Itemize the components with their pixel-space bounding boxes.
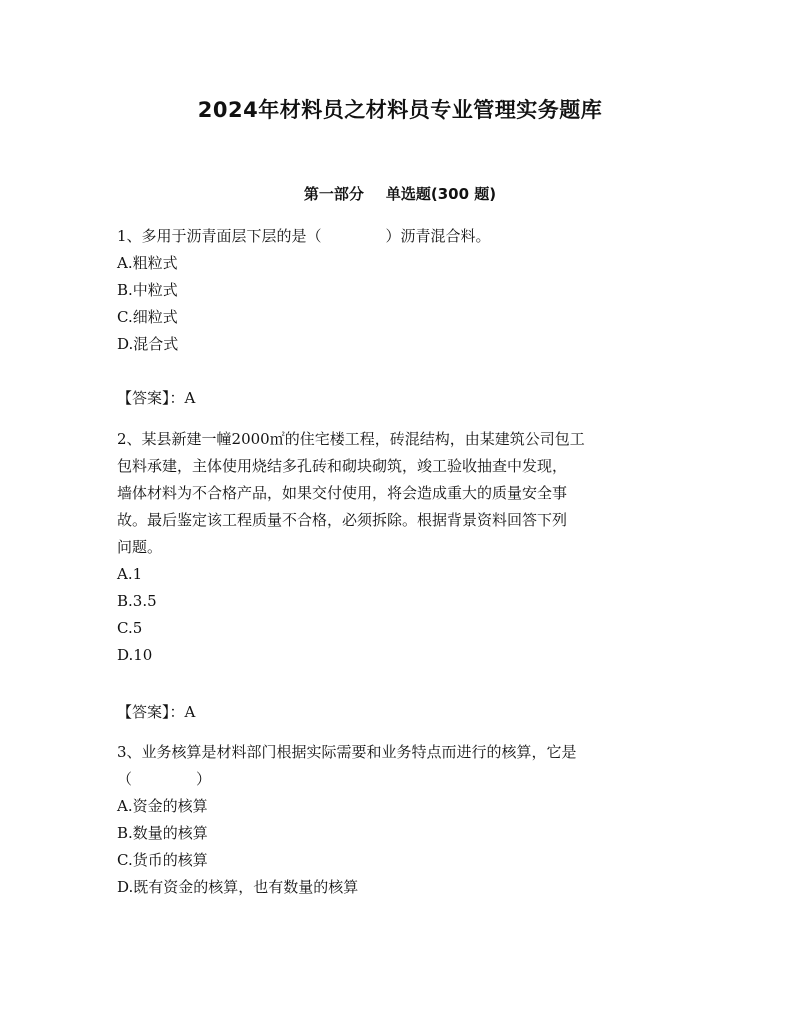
option-c: C.5 <box>117 619 143 637</box>
option-d: D.既有资金的核算，也有数量的核算 <box>117 878 359 896</box>
question-stem-line: 问题。 <box>117 538 163 556</box>
answer-label: 【答案】： <box>117 389 185 407</box>
option-b: B.中粒式 <box>117 281 178 299</box>
answer-2 <box>117 699 195 726</box>
option-b: B.3.5 <box>117 592 157 610</box>
question-stem-line: 2、某县新建一幢2000㎡的住宅楼工程，砖混结构，由某建筑公司包工 <box>117 430 585 448</box>
option-c: C.细粒式 <box>117 308 178 326</box>
question-stem-line: 包料承建，主体使用烧结多孔砖和砌块砌筑，竣工验收抽查中发现， <box>117 457 568 475</box>
question-stem-line <box>117 766 687 793</box>
option-b: B.数量的核算 <box>117 824 208 842</box>
option-d: D.10 <box>117 646 153 664</box>
answer-value: A <box>184 389 196 407</box>
question-stem-line: 故。最后鉴定该工程质量不合格，必须拆除。根据背景资料回答下列 <box>117 511 568 529</box>
stem-text: 1、多用于沥青面层下层的是（ <box>117 227 322 245</box>
question-2 <box>117 426 687 669</box>
answer-1 <box>117 385 195 412</box>
stem-text: ）沥青混合料。 <box>385 227 491 245</box>
document-title: 2024年材料员之材料员专业管理实务题库 <box>197 98 603 122</box>
option-d: D.混合式 <box>117 335 179 353</box>
question-stem <box>117 223 687 250</box>
stem-text: （ <box>117 770 133 788</box>
answer-label: 【答案】： <box>117 703 185 721</box>
section-part: 第一部分 <box>303 185 364 203</box>
section-name: 单选题(300 题) <box>385 185 497 203</box>
question-1 <box>117 223 687 358</box>
option-c: C.货币的核算 <box>117 851 208 869</box>
stem-text: ） <box>196 770 212 788</box>
option-a: A.资金的核算 <box>117 797 208 815</box>
option-a: A.1 <box>117 565 143 583</box>
question-stem-line: 墙体材料为不合格产品，如果交付使用，将会造成重大的质量安全事 <box>117 484 568 502</box>
option-a: A.粗粒式 <box>117 254 178 272</box>
answer-value: A <box>184 703 196 721</box>
question-stem-line: 3、业务核算是材料部门根据实际需要和业务特点而进行的核算，它是 <box>117 743 577 761</box>
question-3 <box>117 739 687 901</box>
section-heading <box>0 183 800 204</box>
